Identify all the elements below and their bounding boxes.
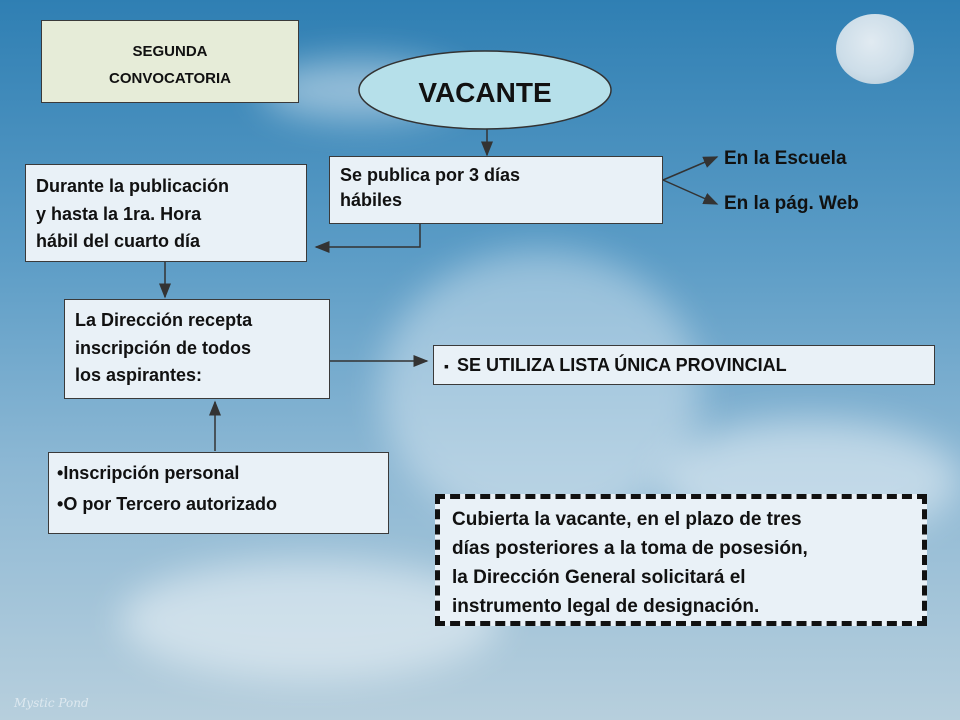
watermark-text: Mystic Pond <box>14 696 89 710</box>
period-line-1: Durante la publicación <box>36 176 230 196</box>
arrow-publish-to-school <box>663 157 717 180</box>
note-line-3: la Dirección General solicitará el <box>452 567 746 588</box>
direction-line-1: La Dirección recepta <box>75 310 253 330</box>
place-school: En la Escuela <box>724 148 847 169</box>
publish-box <box>329 156 663 224</box>
publish-line-1: Se publica por 3 días <box>340 165 521 185</box>
note-line-2: días posteriores a la toma de posesión, <box>452 538 808 559</box>
note-line-1: Cubierta la vacante, en el plazo de tres <box>452 509 802 530</box>
arrow-publish-to-web <box>663 180 717 204</box>
direction-line-3: los aspirantes: <box>75 365 203 385</box>
registration-text: O por Tercero autorizado <box>63 494 278 514</box>
vacante-label: VACANTE <box>418 77 552 108</box>
place-web: En la pág. Web <box>724 193 859 214</box>
note-line-4: instrumento legal de designación. <box>452 596 760 617</box>
registration-item <box>57 459 380 490</box>
period-box <box>25 164 307 262</box>
registration-text: Inscripción personal <box>63 463 240 483</box>
period-line-2: y hasta la 1ra. Hora <box>36 204 202 224</box>
registration-item <box>57 490 380 521</box>
list-text: SE UTILIZA LISTA ÚNICA PROVINCIAL <box>456 355 787 375</box>
title-box <box>41 20 299 103</box>
list-bullet: ▪ <box>444 358 449 374</box>
title-line-1: SEGUNDA <box>132 42 208 60</box>
direction-line-2: inscripción de todos <box>75 338 252 358</box>
vacante-ellipse <box>358 50 612 130</box>
registration-bullet: • <box>57 494 64 514</box>
list-box <box>433 345 935 385</box>
direction-box <box>64 299 330 399</box>
note-box <box>435 494 927 626</box>
registration-bullet: • <box>57 463 64 483</box>
publish-line-2: hábiles <box>340 190 403 210</box>
title-line-2: CONVOCATORIA <box>109 69 231 87</box>
period-line-3: hábil del cuarto día <box>36 231 201 251</box>
registration-box <box>48 452 389 534</box>
